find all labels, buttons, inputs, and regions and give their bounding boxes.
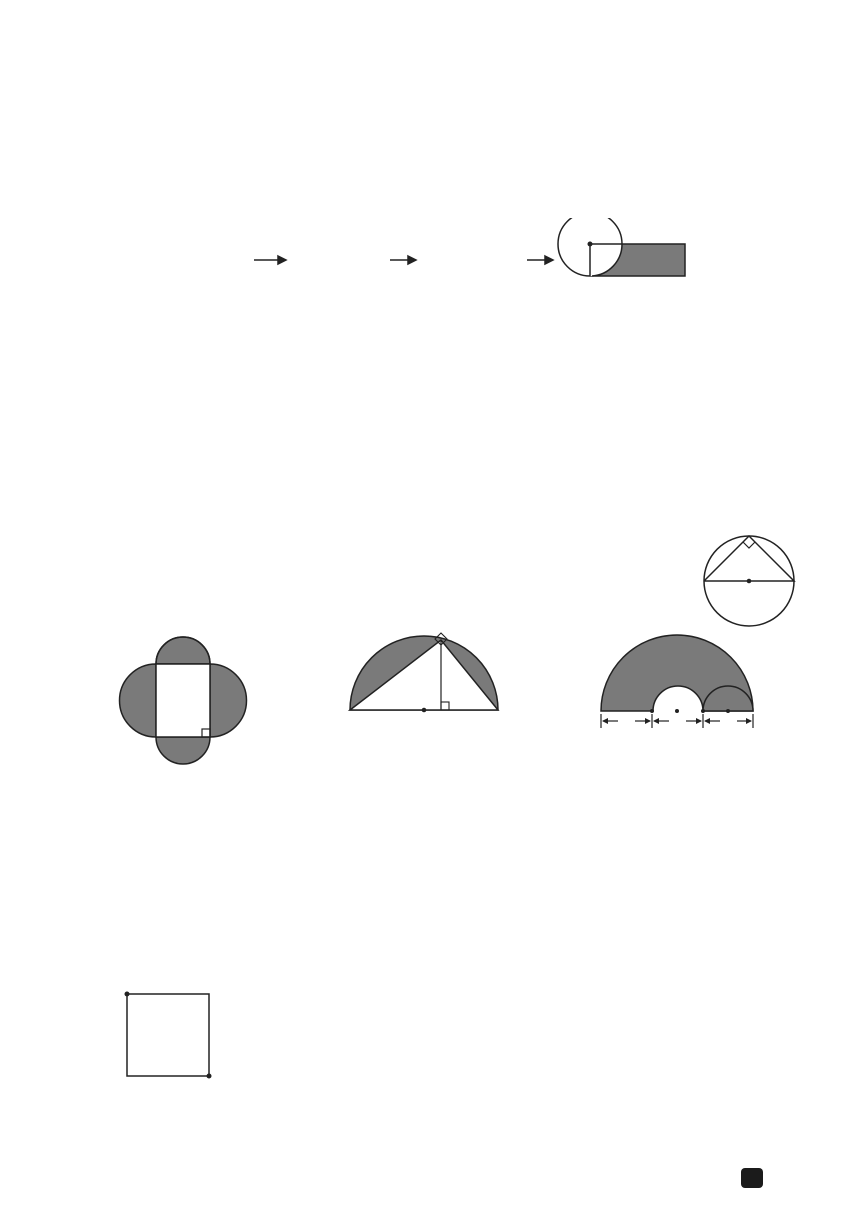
square-field-figure <box>112 974 232 1098</box>
figure-3-nested-semicircles <box>596 630 760 734</box>
circle-to-rectangle-figure <box>180 218 710 298</box>
triangle-in-circle-figure <box>702 534 798 630</box>
figure-1-square-semicircles <box>118 636 248 766</box>
figure-2-semicircle-triangle <box>346 628 502 732</box>
arrows <box>254 256 553 264</box>
camscanner-logo-icon <box>741 1168 763 1188</box>
